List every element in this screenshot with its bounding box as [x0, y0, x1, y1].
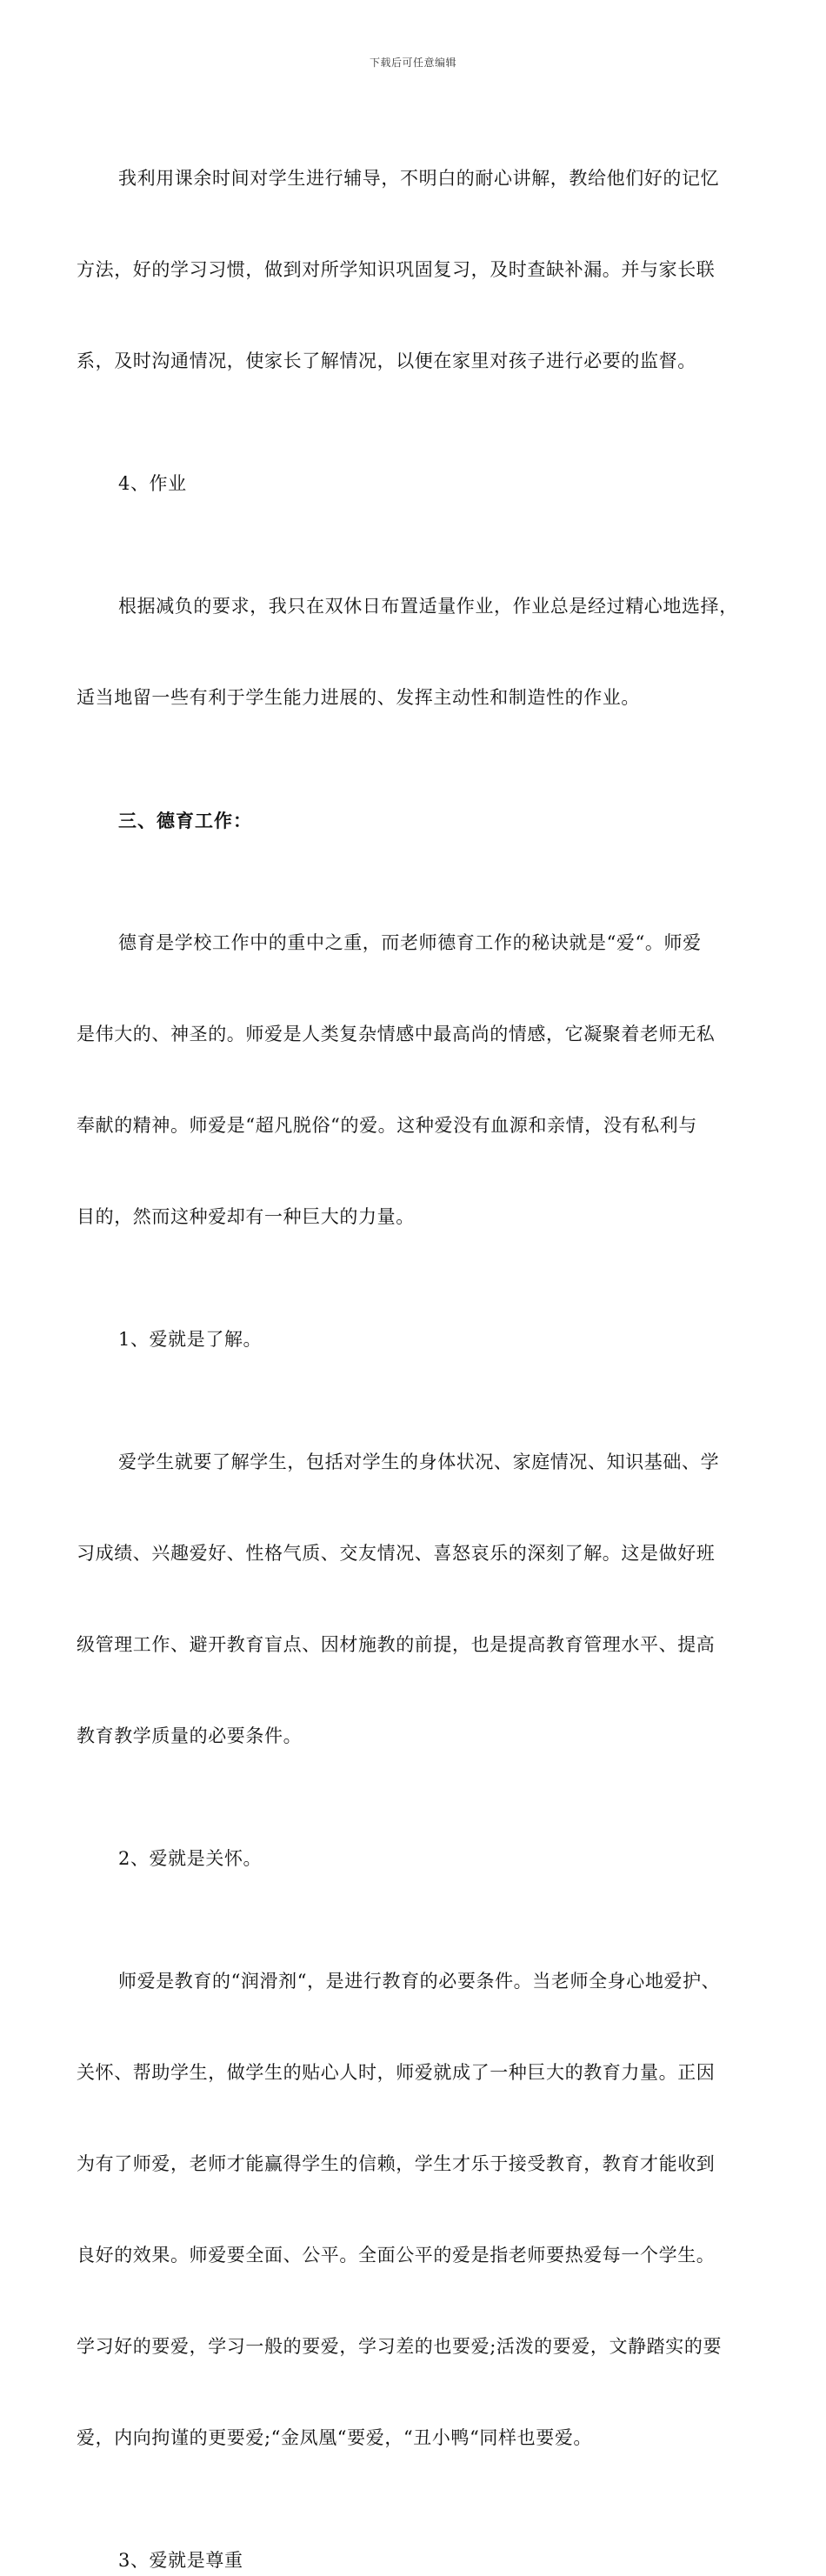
paragraph-line: 良好的效果。师爱要全面、公平。全面公平的爱是指老师要热爱每一个学生。 [77, 2245, 716, 2266]
section-heading-love-understanding: 1、爱就是了解。 [118, 1329, 263, 1350]
paragraph-moral-education [77, 867, 746, 1293]
section-heading-moral-education: 三、德育工作： [118, 810, 252, 831]
paragraph-line: 系，及时沟通情况，使家长了解情况，以便在家里对孩子进行必要的监督。 [77, 350, 696, 371]
section-heading-love-care: 2、爱就是关怀。 [118, 1848, 263, 1869]
paragraph-line: 习成绩、兴趣爱好、性格气质、交友情况、喜怒哀乐的深刻了解。这是做好班 [77, 1543, 716, 1564]
paragraph-homework [77, 531, 746, 774]
paragraph-line: 我利用课余时间对学生进行辅导，不明白的耐心讲解，教给他们好的记忆 [118, 168, 720, 189]
page-header-note: 下载后可任意编辑 [369, 57, 456, 69]
paragraph-line: 关怀、帮助学生，做学生的贴心人时，师爱就成了一种巨大的教育力量。正因 [77, 2062, 716, 2083]
paragraph-line: 爱，内向拘谨的更要爱;“金凤凰“要爱，“丑小鸭“同样也要爱。 [77, 2427, 593, 2448]
paragraph-line: 是伟大的、神圣的。师爱是人类复杂情感中最高尚的情感，它凝聚着老师无私 [77, 1024, 716, 1044]
paragraph-line: 学习好的要爱，学习一般的要爱，学习差的也要爱;活泼的要爱，文静踏实的要 [77, 2336, 723, 2357]
paragraph-line: 德育是学校工作中的重中之重，而老师德育工作的秘诀就是“爱“。师爱 [118, 932, 702, 953]
paragraph-line: 适当地留一些有利于学生能力进展的、发挥主动性和制造性的作业。 [77, 687, 640, 708]
document-body [77, 103, 746, 2576]
paragraph-understanding [77, 1386, 746, 1812]
paragraph-line: 级管理工作、避开教育盲点、因材施教的前提，也是提高教育管理水平、提高 [77, 1634, 716, 1655]
paragraph-care [77, 1905, 746, 2514]
paragraph-line: 爱学生就要了解学生，包括对学生的身体状况、家庭情况、知识基础、学 [118, 1452, 720, 1472]
section-heading-love-respect: 3、爱就是尊重 [118, 2550, 243, 2571]
paragraph-tutoring [77, 103, 746, 437]
paragraph-line: 方法，好的学习习惯，做到对所学知识巩固复习，及时查缺补漏。并与家长联 [77, 259, 716, 280]
paragraph-line: 根据减负的要求，我只在双休日布置适量作业，作业总是经过精心地选择， [118, 596, 738, 617]
paragraph-line: 师爱是教育的“润滑剂“，是进行教育的必要条件。当老师全身心地爱护、 [118, 1971, 721, 1992]
paragraph-line: 奉献的精神。师爱是“超凡脱俗“的爱。这种爱没有血源和亲情，没有私利与 [77, 1115, 697, 1136]
paragraph-line: 为有了师爱，老师才能赢得学生的信赖，学生才乐于接受教育，教育才能收到 [77, 2153, 716, 2174]
paragraph-line: 目的，然而这种爱却有一种巨大的力量。 [77, 1206, 415, 1227]
section-heading-homework: 4、作业 [118, 473, 187, 494]
paragraph-line: 教育教学质量的必要条件。 [77, 1725, 303, 1746]
